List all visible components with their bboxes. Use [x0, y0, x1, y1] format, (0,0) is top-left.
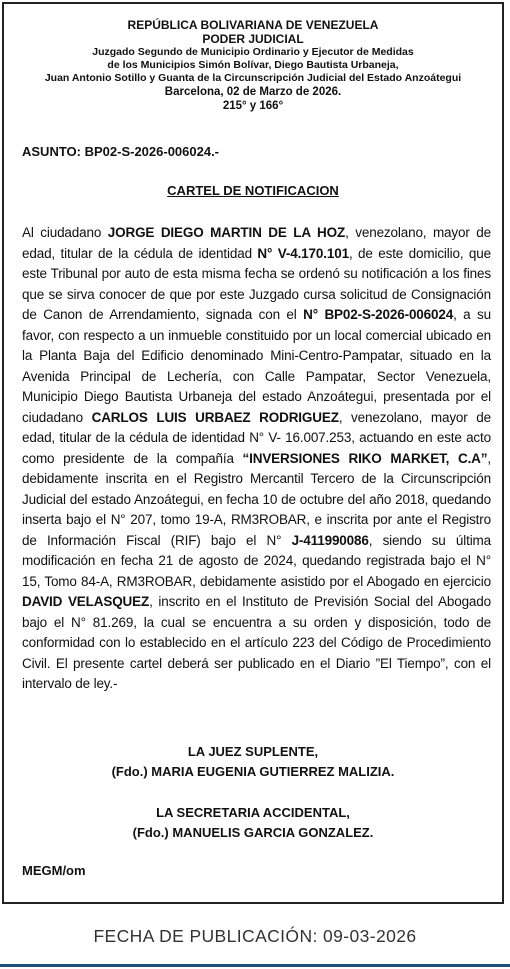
bottom-rule: [0, 964, 510, 967]
publication-date: FECHA DE PUBLICACIÓN: 09-03-2026: [93, 926, 417, 946]
judge-signature: [4, 742, 502, 782]
body-text: , debidamente inscrita en el Registro Mercantil Tercero de la Circunscripción Judicial del estado Anzoátegui, en fecha 10 de octubre del año 2018, quedando inserta bajo el N° 207, tomo 19-A, RM3ROBAR, e inscrita por ante el Registro de Información Fiscal (RIF) bajo el N°: [22, 450, 491, 548]
header-judicial-power: PODER JUDICIAL: [202, 32, 304, 46]
applicant-name: CARLOS LUIS URBAEZ RODRIGUEZ: [91, 409, 339, 425]
body-text: , a su favor, con respecto a un inmueble constituido por un local comercial ubicado en la Planta Baja del Edificio denominado Mini-Centro-Pampatar, situado en la Avenida Principal de Lechería, con Calle Pampatar, Sector Venezuela, Municipio Diego Bautista Urbaneja del estado Anzoátegui, presentada por el ciudadano: [22, 307, 491, 425]
body-text: , inscrito en el Instituto de Previsión Social del Abogado bajo el N° 81.269, la cual se encuentra a su orden y disposición, todo de conformidad con lo establecido en el artículo 223 del Código de Procedimiento Civil. El presente cartel deberá ser publicado en el Diario ”El Tiempo”, con el intervalo de ley.-: [22, 594, 492, 691]
secretary-signature: [4, 803, 502, 843]
body-text: , siendo su última modificación en fecha 21 de agosto de 2024, quedando registrada bajo el N° 15, Tomo 84-A, RM3ROBAR, debidamente asistido por el Abogado en ejercicio: [22, 532, 492, 589]
body-text: Al ciudadano: [22, 225, 108, 240]
notice-frame: [2, 2, 504, 904]
case-subject: ASUNTO: BP02-S-2026-006024.-: [22, 144, 220, 159]
header-years: 215° y 166°: [222, 100, 284, 112]
court-header: [4, 4, 502, 113]
secretary-title: LA SECRETARIA ACCIDENTAL,: [156, 805, 350, 820]
header-circumscription: Juan Antonio Sotillo y Guanta de la Circunscripción Judicial del Estado Anzoátegui: [44, 72, 462, 84]
header-court-name: Juzgado Segundo de Municipio Ordinario y Ejecutor de Medidas: [92, 46, 414, 58]
initials: MEGM/om: [22, 863, 86, 878]
company-name: “INVERSIONES RIKO MARKET, C.A”: [242, 450, 488, 466]
lawyer-name: DAVID VELASQUEZ: [22, 594, 150, 609]
body-text: , de este domicilio, que este Tribunal por auto de esta misma fecha se ordenó su notificación a los fines que se sirva conocer de que por este Juzgado cursa solicitud de Consignación de Canon de Arrendamiento, signada con el: [22, 245, 491, 322]
header-date: Barcelona, 02 de Marzo de 2026.: [164, 86, 342, 98]
body-text: , venezolano, mayor de edad, titular de la cédula de identidad: [22, 225, 491, 261]
company-rif: J-411990086: [291, 532, 369, 548]
addressee-name: JORGE DIEGO MARTIN DE LA HOZ: [107, 225, 346, 240]
notice-title: CARTEL DE NOTIFICACION: [167, 183, 339, 198]
addressee-id: N° V-4.170.101: [257, 245, 349, 261]
judge-title: LA JUEZ SUPLENTE,: [187, 744, 319, 759]
notice-body: [22, 223, 491, 695]
header-municipalities: de los Municipios Simón Bolívar, Diego Bautista Urbaneja,: [107, 59, 399, 71]
body-text: , venezolano, mayor de edad, titular de la cédula de identidad N° V- 16.007.253, actuando en este acto como presidente de la compañía: [22, 409, 491, 466]
header-republic: REPÚBLICA BOLIVARIANA DE VENEZUELA: [127, 18, 379, 32]
judge-name: (Fdo.) MARIA EUGENIA GUTIERREZ MALIZIA.: [111, 764, 395, 779]
secretary-name: (Fdo.) MANUELIS GARCIA GONZALEZ.: [132, 825, 374, 840]
case-number: N° BP02-S-2026-006024: [303, 307, 454, 322]
